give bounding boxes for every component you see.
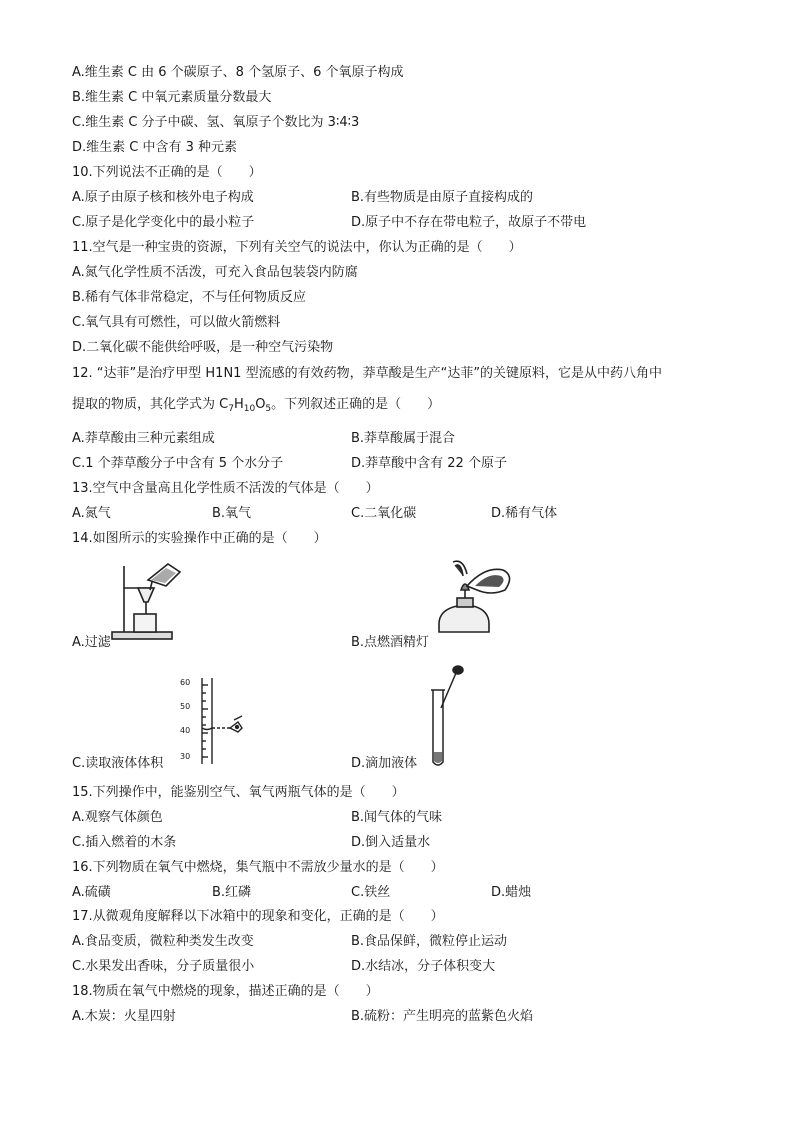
- q17-stem: 17.从微观角度解释以下冰箱中的现象和变化，正确的是（ ）: [72, 909, 444, 924]
- cylinder-tick-60: 60: [180, 678, 191, 687]
- q9-option-d: D.维生素 C 中含有 3 种元素: [72, 140, 238, 155]
- q12-option-d: D.莽草酸中含有 22 个原子: [351, 456, 507, 471]
- cylinder-tick-30: 30: [180, 752, 191, 761]
- q9-option-b: B.维生素 C 中氧元素质量分数最大: [72, 90, 272, 105]
- q14-option-b: B.点燃酒精灯: [351, 635, 430, 650]
- q16-option-a: A.硫磺: [72, 885, 111, 900]
- q16-option-b: B.红磷: [212, 885, 252, 900]
- q10-option-c: C.原子是化学变化中的最小粒子: [72, 215, 255, 230]
- q16-stem: 16.下列物质在氧气中燃烧，集气瓶中不需放少量水的是（ ）: [72, 860, 444, 875]
- q11-option-c: C.氧气具有可燃性，可以做火箭燃料: [72, 315, 281, 330]
- q17-option-c: C.水果发出香味，分子质量很小: [72, 959, 255, 974]
- cylinder-figure: [168, 676, 258, 766]
- q13-stem: 13.空气中含量高且化学性质不活泼的气体是（ ）: [72, 481, 379, 496]
- q17-option-a: A.食品变质，微粒种类发生改变: [72, 934, 254, 949]
- q15-option-a: A.观察气体颜色: [72, 810, 163, 825]
- q10-option-d: D.原子中不存在带电粒子，故原子不带电: [351, 215, 587, 230]
- q10-option-a: A.原子由原子核和核外电子构成: [72, 190, 254, 205]
- q13-option-a: A.氮气: [72, 506, 111, 521]
- q11-stem: 11.空气是一种宝贵的资源，下列有关空气的说法中，你认为正确的是（ ）: [72, 240, 522, 255]
- q12-stem-line2: 提取的物质，其化学式为 $C_7H_{10}O_5$。下列叙述正确的是（ ）: [72, 397, 441, 414]
- q18-option-b: B.硫粉：产生明亮的蓝紫色火焰: [351, 1009, 534, 1024]
- cylinder-tick-40: 40: [180, 726, 191, 735]
- alcohol-lamp-figure: [433, 560, 517, 640]
- q12-option-a: A.莽草酸由三种元素组成: [72, 431, 215, 446]
- q14-stem: 14.如图所示的实验操作中正确的是（ ）: [72, 531, 327, 546]
- q11-option-b: B.稀有气体非常稳定，不与任何物质反应: [72, 290, 307, 305]
- q17-option-b: B.食品保鲜，微粒停止运动: [351, 934, 508, 949]
- q18-option-a: A.木炭：火星四射: [72, 1009, 176, 1024]
- q10-option-b: B.有些物质是由原子直接构成的: [351, 190, 534, 205]
- q12-stem-line1: 12. “达菲”是治疗甲型 H1N1 型流感的有效药物，莽草酸是生产“达菲”的关键原料，它是从中药八角中: [72, 366, 663, 381]
- q12-option-c: C.1 个莽草酸分子中含有 5 个水分子: [72, 456, 284, 471]
- q13-option-c: C.二氧化碳: [351, 506, 417, 521]
- q15-option-b: B.闻气体的气味: [351, 810, 443, 825]
- q17-option-d: D.水结冰，分子体积变大: [351, 959, 496, 974]
- q11-option-a: A.氮气化学性质不活泼，可充入食品包装袋内防腐: [72, 265, 358, 280]
- q16-option-d: D.蜡烛: [491, 885, 532, 900]
- cylinder-tick-50: 50: [180, 702, 191, 711]
- q10-stem: 10.下列说法不正确的是（ ）: [72, 165, 262, 180]
- q15-stem: 15.下列操作中，能鉴别空气、氧气两瓶气体的是（ ）: [72, 785, 405, 800]
- q14-option-c: C.读取液体体积: [72, 756, 164, 771]
- q15-option-c: C.插入燃着的木条: [72, 835, 177, 850]
- q15-option-d: D.倒入适量水: [351, 835, 431, 850]
- q18-stem: 18.物质在氧气中燃烧的现象，描述正确的是（ ）: [72, 984, 379, 999]
- q16-option-c: C.铁丝: [351, 885, 391, 900]
- q14-option-a: A.过滤: [72, 635, 111, 650]
- q11-option-d: D.二氧化碳不能供给呼吸，是一种空气污染物: [72, 340, 334, 355]
- dropper-figure: [425, 664, 465, 770]
- q13-option-b: B.氧气: [212, 506, 252, 521]
- filtration-figure: [108, 558, 184, 642]
- q12-option-b: B.莽草酸属于混合: [351, 431, 456, 446]
- q13-option-d: D.稀有气体: [491, 506, 558, 521]
- q9-option-c: C.维生素 C 分子中碳、氢、氧原子个数比为 3∶4∶3: [72, 115, 360, 130]
- q14-option-d: D.滴加液体: [351, 756, 418, 771]
- q9-option-a: A.维生素 C 由 6 个碳原子、8 个氢原子、6 个氧原子构成: [72, 65, 404, 80]
